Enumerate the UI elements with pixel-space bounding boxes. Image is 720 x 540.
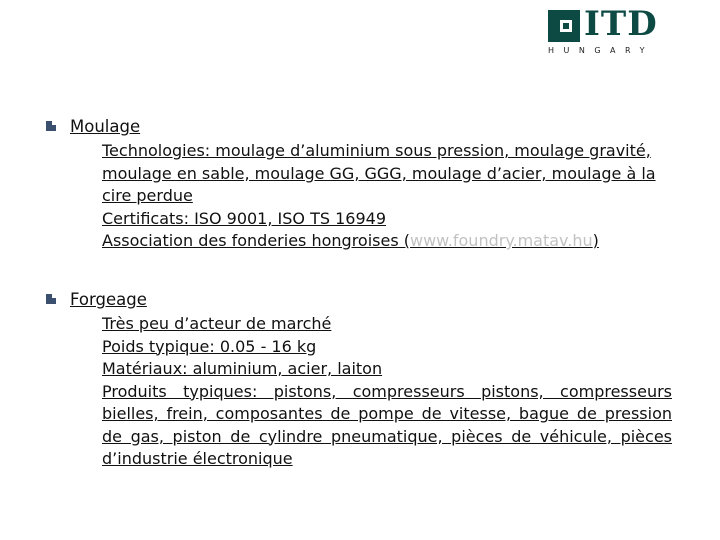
section-heading: Moulage [70, 117, 141, 136]
itd-hungary-logo [546, 4, 666, 58]
item-text: Matériaux: aluminium, acier, laiton [102, 359, 383, 378]
foundry-website-link[interactable]: www.foundry.matav.hu [410, 231, 593, 250]
list-item [80, 208, 686, 231]
logo-mark-icon [548, 10, 580, 42]
item-text: Certificats: ISO 9001, ISO TS 16949 [102, 208, 386, 228]
logo-name: ITD [584, 4, 658, 44]
list-item [80, 336, 686, 359]
list-item-association [80, 230, 686, 253]
association-suffix: ) [592, 231, 599, 250]
item-text: Très peu d’acteur de marché [102, 314, 332, 333]
item-text: Technologies: moulage d’aluminium sous pression, moulage gravité, moulage en sable, moulage GG, GGG, moulage d’acier, moulage à la cire perdue [102, 141, 656, 205]
item-list [80, 313, 686, 471]
list-item [80, 140, 686, 208]
association-prefix: Association des fonderies hongroises ( [102, 231, 410, 250]
list-item [80, 358, 686, 381]
item-text: Poids typique: 0.05 - 16 kg [102, 336, 317, 356]
item-text: Produits typiques: pistons, compresseurs pistons, compresseurs bielles, frein, composantes de pompe de vitesse, bague de pression de gas, piston de cylindre pneumatique, pièces de véhicule, pièces d’industrie électronique [102, 381, 672, 468]
list-item [80, 313, 686, 336]
section-heading: Forgeage [70, 290, 147, 309]
bullet-icon [46, 121, 56, 131]
bullet-icon [46, 294, 56, 304]
logo-subtitle: HUNGARY [548, 46, 654, 55]
item-list [80, 140, 686, 253]
list-item [80, 381, 686, 471]
